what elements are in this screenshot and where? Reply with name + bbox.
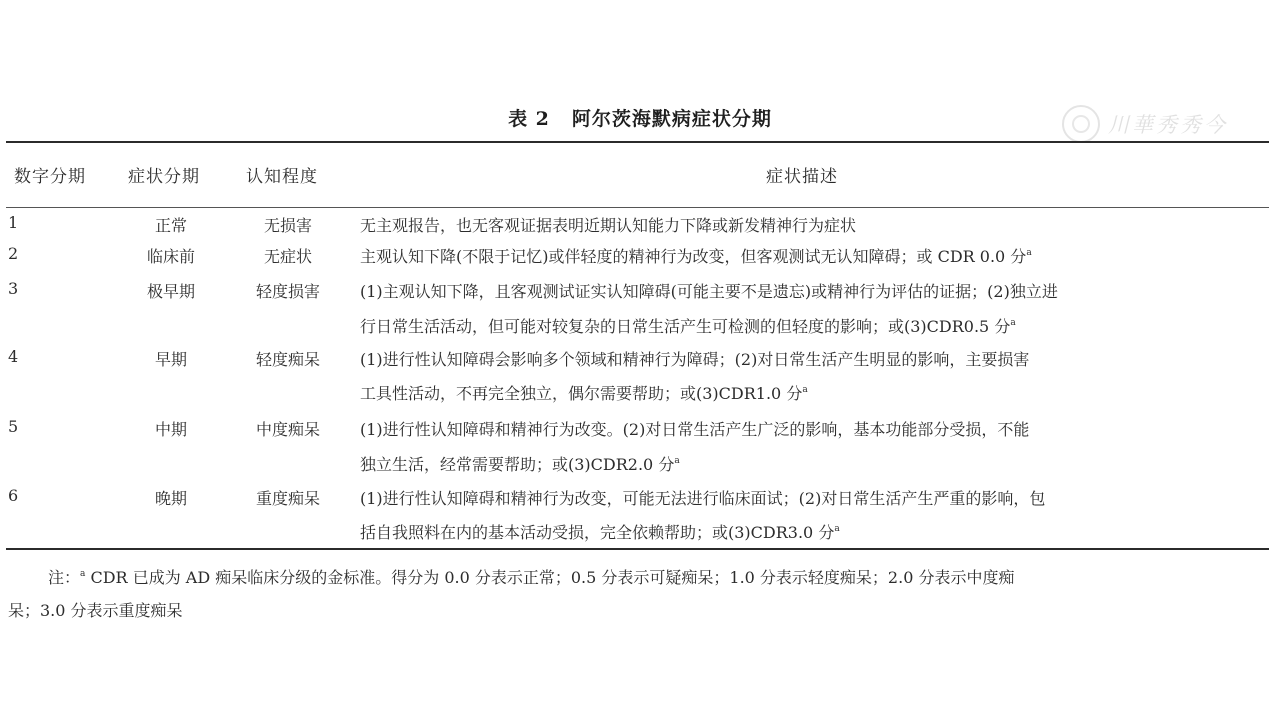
row-stage: 临床前 bbox=[146, 247, 195, 266]
table-bottom-rule bbox=[6, 548, 1269, 550]
row-description bbox=[360, 520, 1260, 543]
row-cognition: 重度痴呆 bbox=[255, 489, 320, 508]
footnote-marker: a bbox=[80, 569, 86, 579]
row-description-line: (1)进行性认知障碍和精神行为改变，可能无法进行临床面试；(2)对日常生活产生严重的影响，包 bbox=[360, 489, 1046, 508]
row-number: 3 bbox=[8, 279, 19, 298]
row-cognition: 中度痴呆 bbox=[255, 420, 320, 439]
row-number: 2 bbox=[8, 244, 19, 263]
seal-icon bbox=[1062, 105, 1100, 143]
note-text-line: CDR 已成为 AD 痴呆临床分级的金标准。得分为 0.0 分表示正常；0.5 分表示可疑痴呆；1.0 分表示轻度痴呆；2.0 分表示中度痴 bbox=[90, 568, 1015, 587]
row-description bbox=[360, 381, 1260, 404]
row-number: 5 bbox=[8, 417, 19, 436]
row-stage: 正常 bbox=[154, 216, 187, 235]
header-symptom-description: 症状描述 bbox=[766, 167, 838, 187]
row-description bbox=[360, 314, 1260, 337]
row-stage: 晚期 bbox=[154, 489, 187, 508]
footnote-marker: a bbox=[834, 524, 840, 534]
table-top-rule bbox=[6, 141, 1269, 143]
row-cognition: 无症状 bbox=[263, 247, 312, 266]
table-note bbox=[48, 565, 1014, 588]
header-digit-stage: 数字分期 bbox=[14, 167, 86, 187]
table-header-rule bbox=[6, 207, 1269, 208]
row-cognition: 轻度痴呆 bbox=[255, 350, 320, 369]
footnote-marker: a bbox=[1026, 248, 1032, 258]
row-description bbox=[360, 452, 1260, 475]
row-cognition: 无损害 bbox=[263, 216, 312, 235]
footnote-marker: a bbox=[802, 385, 808, 395]
note-prefix: 注： bbox=[48, 568, 81, 587]
row-description-line: (1)主观认知下降，且客观测试证实认知障碍(可能主要不是遗忘)或精神行为评估的证据；(2)独立进 bbox=[360, 282, 1058, 301]
footnote-marker: a bbox=[1010, 318, 1016, 328]
table-title-text: 阿尔茨海默病症状分期 bbox=[571, 108, 772, 130]
row-description-line: 工具性活动，不再完全独立，偶尔需要帮助；或(3)CDR1.0 分 bbox=[360, 384, 803, 403]
header-symptom-stage: 症状分期 bbox=[128, 167, 200, 187]
row-description-line: 主观认知下降(不限于记忆)或伴轻度的精神行为改变，但客观测试无认知障碍；或 CDR 0.0 分 bbox=[360, 247, 1027, 266]
row-description bbox=[360, 244, 1260, 267]
row-description-line: 无主观报告，也无客观证据表明近期认知能力下降或新发精神行为症状 bbox=[360, 216, 857, 235]
row-stage: 中期 bbox=[154, 420, 187, 439]
watermark bbox=[1062, 104, 1228, 144]
row-stage: 早期 bbox=[154, 350, 187, 369]
row-number: 1 bbox=[8, 213, 19, 232]
row-description-line: (1)进行性认知障碍和精神行为改变。(2)对日常生活产生广泛的影响，基本功能部分受损，不能 bbox=[360, 420, 1030, 439]
row-description-line: 行日常生活活动，但可能对较复杂的日常生活产生可检测的但轻度的影响；或(3)CDR0.5 分 bbox=[360, 317, 1011, 336]
row-cognition: 轻度损害 bbox=[255, 282, 320, 301]
row-stage: 极早期 bbox=[146, 282, 195, 301]
row-description-line: 括自我照料在内的基本活动受损，完全依赖帮助；或(3)CDR3.0 分 bbox=[360, 523, 835, 542]
note-text-line: 呆；3.0 分表示重度痴呆 bbox=[8, 601, 183, 620]
header-cognition-level: 认知程度 bbox=[246, 167, 318, 187]
row-description-line: 独立生活，经常需要帮助；或(3)CDR2.0 分 bbox=[360, 455, 675, 474]
row-description-line: (1)进行性认知障碍会影响多个领域和精神行为障碍；(2)对日常生活产生明显的影响，主要损害 bbox=[360, 350, 1030, 369]
footnote-marker: a bbox=[674, 456, 680, 466]
table-number: 表 2 bbox=[508, 108, 550, 130]
row-number: 6 bbox=[8, 486, 19, 505]
watermark-text: 川華秀秀今 bbox=[1108, 113, 1228, 137]
row-number: 4 bbox=[8, 347, 19, 366]
